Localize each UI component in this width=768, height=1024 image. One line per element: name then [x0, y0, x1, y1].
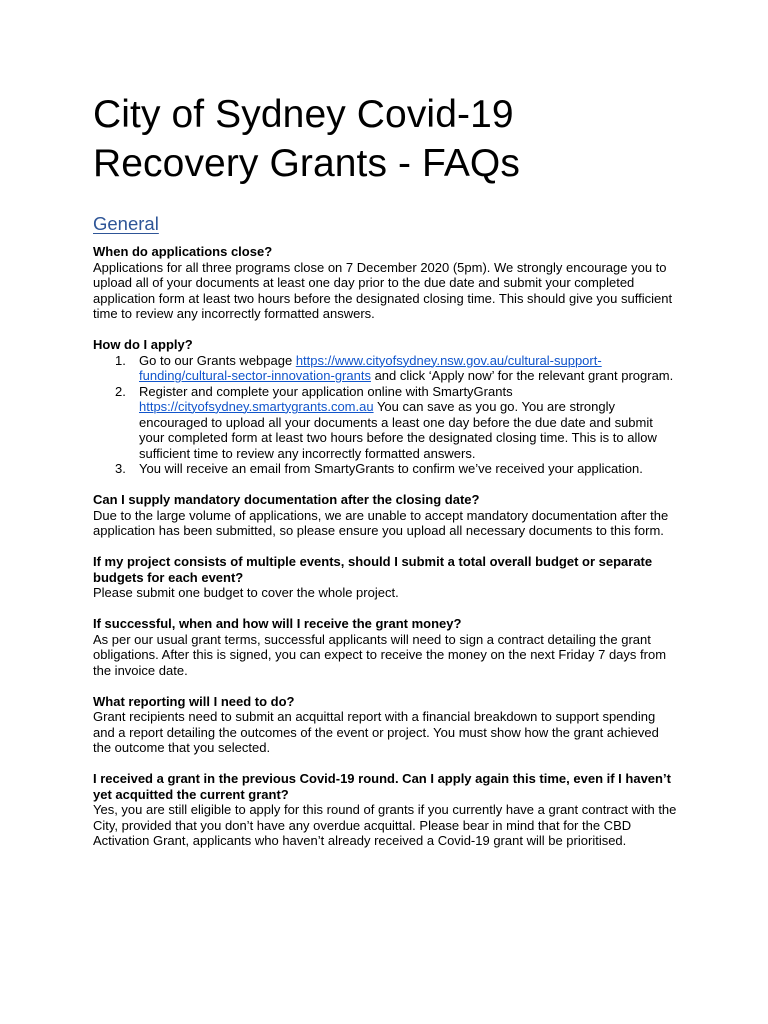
faq-grant-money — [93, 616, 678, 678]
faq-question: What reporting will I need to do? — [93, 693, 295, 709]
faq-question: Can I supply mandatory documentation after the closing date? — [93, 492, 480, 507]
list-item — [93, 384, 678, 462]
list-text: Go to our Grants webpage — [139, 352, 296, 368]
list-text: Register and complete your application online with SmartyGrants — [139, 383, 513, 399]
smartygrants-link[interactable]: https://cityofsydney.smartygrants.com.au — [139, 399, 374, 414]
faq-question: How do I apply? — [93, 337, 193, 352]
faq-question: If my project consists of multiple events, should I submit a total overall budget or separate budgets for each event? — [93, 554, 653, 585]
faq-previous-round — [93, 771, 678, 849]
faq-answer: As per our usual grant terms, successful applicants will need to sign a contract detailing the grant obligations. After this is signed, you can expect to receive the money on the next Friday 7 days from the invoice date. — [93, 631, 667, 678]
faq-multiple-events-budget — [93, 554, 678, 601]
faq-mandatory-documentation — [93, 492, 678, 539]
list-item — [93, 353, 678, 384]
faq-answer: Please submit one budget to cover the whole project. — [93, 585, 399, 600]
faq-question: I received a grant in the previous Covid-19 round. Can I apply again this time, even if I haven’t yet acquitted the current grant? — [93, 771, 671, 802]
document-page — [93, 90, 678, 849]
apply-steps-list — [93, 353, 678, 477]
faq-question: If successful, when and how will I receive the grant money? — [93, 616, 462, 631]
section-heading-general: General — [93, 213, 159, 234]
list-text: You can save as you go. You are strongly encouraged to upload all your documents a least one day before the due date and submit your completed form at least two hours before the designated closing time. This is to allow sufficient time to review any incorrectly formatted answers. — [139, 399, 657, 461]
faq-answer: Grant recipients need to submit an acquittal report with a financial breakdown to support spending and a report detailing the outcomes of the event or project. You must show how the grant achieved the outcome that you selected. — [93, 709, 659, 755]
grants-webpage-link[interactable]: https://www.cityofsydney.nsw.gov.au/cultural-support-funding/cultural-sector-innovation-grants — [139, 352, 602, 383]
list-text: You will receive an email from SmartyGrants to confirm we’ve received your application. — [139, 461, 643, 476]
list-number: 3. — [115, 461, 126, 476]
list-number: 2. — [115, 383, 126, 399]
faq-answer: Yes, you are still eligible to apply for this round of grants if you currently have a grant contract with the City, provided that you don’t have any overdue acquittal. Please bear in mind that for the CBD Activation Grant, applicants who haven’t already received a Covid-19 grant will be prioritised. — [93, 802, 677, 848]
faq-question: When do applications close? — [93, 244, 273, 259]
page-title — [93, 90, 678, 188]
faq-applications-close — [93, 244, 678, 322]
faq-answer: Due to the large volume of applications, we are unable to accept mandatory documentation after the application has been submitted, so please ensure you upload all necessary documents to this form. — [93, 507, 669, 538]
page-title-line-1: City of Sydney Covid-19 — [93, 93, 514, 136]
faq-reporting — [93, 694, 678, 756]
faq-how-to-apply — [93, 337, 678, 477]
page-title-line-2: Recovery Grants - FAQs — [93, 142, 520, 185]
list-item — [93, 461, 678, 477]
faq-answer: Applications for all three programs close on 7 December 2020 (5pm). We strongly encourage you to upload all of your documents at least one day prior to the due date and submit your completed application form at least two hours before the designated closing time. This should give you sufficient time to review any incorrectly formatted answers. — [93, 259, 673, 321]
list-number: 1. — [115, 352, 126, 368]
list-text: and click ‘Apply now’ for the relevant grant program. — [370, 368, 674, 383]
